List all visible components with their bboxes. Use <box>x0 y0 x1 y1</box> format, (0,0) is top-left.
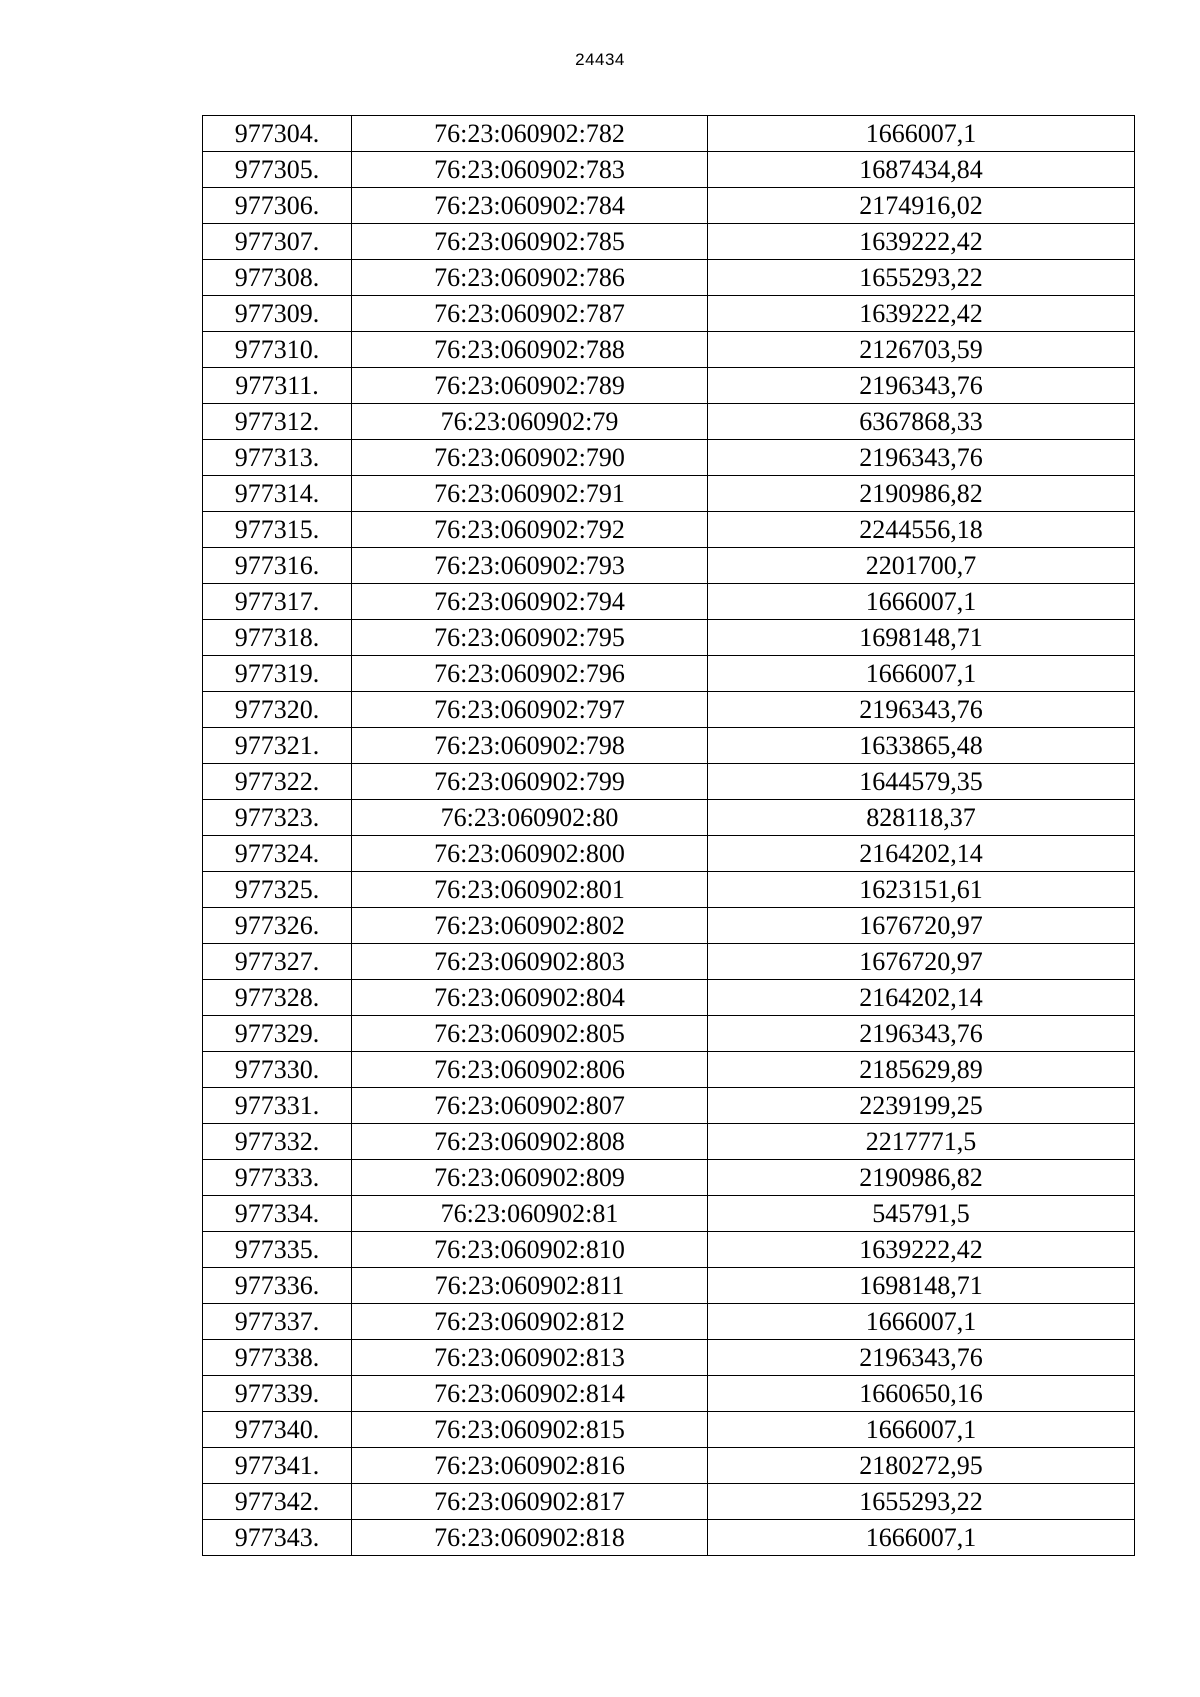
cadastral-value-table <box>202 115 1135 1556</box>
table-row <box>203 1448 1135 1484</box>
table-row <box>203 728 1135 764</box>
cadastral-value-cell: 828118,37 <box>708 800 1135 836</box>
table-row <box>203 1016 1135 1052</box>
row-number-cell: 977329. <box>203 1016 352 1052</box>
row-number-cell: 977314. <box>203 476 352 512</box>
cadastral-number-cell: 76:23:060902:798 <box>352 728 708 764</box>
cadastral-value-cell: 2196343,76 <box>708 440 1135 476</box>
row-number-cell: 977315. <box>203 512 352 548</box>
cadastral-number-cell: 76:23:060902:810 <box>352 1232 708 1268</box>
cadastral-value-cell: 2217771,5 <box>708 1124 1135 1160</box>
cadastral-value-cell: 1639222,42 <box>708 224 1135 260</box>
cadastral-number-cell: 76:23:060902:789 <box>352 368 708 404</box>
table-row <box>203 1484 1135 1520</box>
cadastral-number-cell: 76:23:060902:801 <box>352 872 708 908</box>
table-row <box>203 1304 1135 1340</box>
cadastral-number-cell: 76:23:060902:81 <box>352 1196 708 1232</box>
table-row <box>203 440 1135 476</box>
row-number-cell: 977340. <box>203 1412 352 1448</box>
cadastral-value-cell: 1660650,16 <box>708 1376 1135 1412</box>
cadastral-number-cell: 76:23:060902:818 <box>352 1520 708 1556</box>
cadastral-number-cell: 76:23:060902:814 <box>352 1376 708 1412</box>
row-number-cell: 977338. <box>203 1340 352 1376</box>
table-row <box>203 656 1135 692</box>
table-row <box>203 980 1135 1016</box>
row-number-cell: 977305. <box>203 152 352 188</box>
row-number-cell: 977331. <box>203 1088 352 1124</box>
row-number-cell: 977336. <box>203 1268 352 1304</box>
cadastral-value-cell: 2196343,76 <box>708 692 1135 728</box>
row-number-cell: 977313. <box>203 440 352 476</box>
cadastral-number-cell: 76:23:060902:795 <box>352 620 708 656</box>
table-row <box>203 1520 1135 1556</box>
table-row <box>203 1412 1135 1448</box>
cadastral-value-cell: 1666007,1 <box>708 1304 1135 1340</box>
row-number-cell: 977334. <box>203 1196 352 1232</box>
row-number-cell: 977310. <box>203 332 352 368</box>
row-number-cell: 977328. <box>203 980 352 1016</box>
row-number-cell: 977308. <box>203 260 352 296</box>
table-row <box>203 800 1135 836</box>
table-row <box>203 908 1135 944</box>
row-number-cell: 977307. <box>203 224 352 260</box>
cadastral-value-cell: 6367868,33 <box>708 404 1135 440</box>
cadastral-value-cell: 1698148,71 <box>708 620 1135 656</box>
row-number-cell: 977325. <box>203 872 352 908</box>
cadastral-number-cell: 76:23:060902:799 <box>352 764 708 800</box>
row-number-cell: 977323. <box>203 800 352 836</box>
cadastral-value-cell: 2164202,14 <box>708 980 1135 1016</box>
table-row <box>203 944 1135 980</box>
cadastral-value-cell: 1666007,1 <box>708 1412 1135 1448</box>
cadastral-value-cell: 2126703,59 <box>708 332 1135 368</box>
table-row <box>203 872 1135 908</box>
row-number-cell: 977304. <box>203 116 352 152</box>
cadastral-number-cell: 76:23:060902:792 <box>352 512 708 548</box>
cadastral-number-cell: 76:23:060902:806 <box>352 1052 708 1088</box>
table-row <box>203 1232 1135 1268</box>
row-number-cell: 977341. <box>203 1448 352 1484</box>
cadastral-value-cell: 1666007,1 <box>708 656 1135 692</box>
cadastral-number-cell: 76:23:060902:790 <box>352 440 708 476</box>
cadastral-number-cell: 76:23:060902:793 <box>352 548 708 584</box>
cadastral-number-cell: 76:23:060902:785 <box>352 224 708 260</box>
cadastral-value-cell: 1687434,84 <box>708 152 1135 188</box>
table-row <box>203 764 1135 800</box>
table-row <box>203 1340 1135 1376</box>
row-number-cell: 977322. <box>203 764 352 800</box>
cadastral-value-cell: 2201700,7 <box>708 548 1135 584</box>
page-number: 24434 <box>575 50 625 69</box>
table-row <box>203 224 1135 260</box>
cadastral-number-cell: 76:23:060902:812 <box>352 1304 708 1340</box>
cadastral-value-cell: 1644579,35 <box>708 764 1135 800</box>
table-row <box>203 296 1135 332</box>
cadastral-number-cell: 76:23:060902:784 <box>352 188 708 224</box>
cadastral-number-cell: 76:23:060902:802 <box>352 908 708 944</box>
cadastral-number-cell: 76:23:060902:813 <box>352 1340 708 1376</box>
cadastral-number-cell: 76:23:060902:816 <box>352 1448 708 1484</box>
cadastral-value-cell: 2196343,76 <box>708 368 1135 404</box>
cadastral-value-cell: 1655293,22 <box>708 1484 1135 1520</box>
row-number-cell: 977342. <box>203 1484 352 1520</box>
row-number-cell: 977316. <box>203 548 352 584</box>
row-number-cell: 977332. <box>203 1124 352 1160</box>
cadastral-value-cell: 2185629,89 <box>708 1052 1135 1088</box>
cadastral-value-cell: 2244556,18 <box>708 512 1135 548</box>
cadastral-value-cell: 2190986,82 <box>708 476 1135 512</box>
cadastral-value-cell: 2190986,82 <box>708 1160 1135 1196</box>
cadastral-value-cell: 2164202,14 <box>708 836 1135 872</box>
cadastral-value-cell: 2180272,95 <box>708 1448 1135 1484</box>
table-row <box>203 476 1135 512</box>
row-number-cell: 977318. <box>203 620 352 656</box>
cadastral-number-cell: 76:23:060902:815 <box>352 1412 708 1448</box>
table-row <box>203 692 1135 728</box>
cadastral-number-cell: 76:23:060902:817 <box>352 1484 708 1520</box>
cadastral-value-cell: 1666007,1 <box>708 1520 1135 1556</box>
cadastral-number-cell: 76:23:060902:787 <box>352 296 708 332</box>
cadastral-value-cell: 1676720,97 <box>708 944 1135 980</box>
table-row <box>203 620 1135 656</box>
cadastral-number-cell: 76:23:060902:794 <box>352 584 708 620</box>
cadastral-value-cell: 1655293,22 <box>708 260 1135 296</box>
cadastral-number-cell: 76:23:060902:80 <box>352 800 708 836</box>
cadastral-number-cell: 76:23:060902:809 <box>352 1160 708 1196</box>
cadastral-value-cell: 1639222,42 <box>708 296 1135 332</box>
cadastral-number-cell: 76:23:060902:803 <box>352 944 708 980</box>
row-number-cell: 977312. <box>203 404 352 440</box>
table-row <box>203 836 1135 872</box>
row-number-cell: 977330. <box>203 1052 352 1088</box>
row-number-cell: 977324. <box>203 836 352 872</box>
row-number-cell: 977306. <box>203 188 352 224</box>
table-row <box>203 368 1135 404</box>
table-row <box>203 1268 1135 1304</box>
row-number-cell: 977333. <box>203 1160 352 1196</box>
cadastral-number-cell: 76:23:060902:807 <box>352 1088 708 1124</box>
row-number-cell: 977343. <box>203 1520 352 1556</box>
cadastral-number-cell: 76:23:060902:811 <box>352 1268 708 1304</box>
cadastral-number-cell: 76:23:060902:791 <box>352 476 708 512</box>
cadastral-value-cell: 2239199,25 <box>708 1088 1135 1124</box>
cadastral-number-cell: 76:23:060902:79 <box>352 404 708 440</box>
row-number-cell: 977339. <box>203 1376 352 1412</box>
row-number-cell: 977309. <box>203 296 352 332</box>
cadastral-number-cell: 76:23:060902:804 <box>352 980 708 1016</box>
cadastral-value-cell: 545791,5 <box>708 1196 1135 1232</box>
table-row <box>203 116 1135 152</box>
table-row <box>203 152 1135 188</box>
cadastral-value-cell: 1633865,48 <box>708 728 1135 764</box>
cadastral-number-cell: 76:23:060902:800 <box>352 836 708 872</box>
row-number-cell: 977335. <box>203 1232 352 1268</box>
row-number-cell: 977319. <box>203 656 352 692</box>
table-row <box>203 584 1135 620</box>
cadastral-number-cell: 76:23:060902:805 <box>352 1016 708 1052</box>
row-number-cell: 977321. <box>203 728 352 764</box>
table-row <box>203 404 1135 440</box>
cadastral-value-cell: 1698148,71 <box>708 1268 1135 1304</box>
cadastral-number-cell: 76:23:060902:788 <box>352 332 708 368</box>
table-row <box>203 188 1135 224</box>
cadastral-number-cell: 76:23:060902:796 <box>352 656 708 692</box>
table-row <box>203 260 1135 296</box>
cadastral-number-cell: 76:23:060902:782 <box>352 116 708 152</box>
cadastral-number-cell: 76:23:060902:808 <box>352 1124 708 1160</box>
cadastral-value-cell: 2174916,02 <box>708 188 1135 224</box>
row-number-cell: 977317. <box>203 584 352 620</box>
cadastral-value-cell: 2196343,76 <box>708 1340 1135 1376</box>
table-row <box>203 1196 1135 1232</box>
cadastral-number-cell: 76:23:060902:783 <box>352 152 708 188</box>
cadastral-value-cell: 1666007,1 <box>708 116 1135 152</box>
cadastral-value-cell: 1666007,1 <box>708 584 1135 620</box>
row-number-cell: 977311. <box>203 368 352 404</box>
table-row <box>203 548 1135 584</box>
cadastral-value-cell: 1639222,42 <box>708 1232 1135 1268</box>
table-row <box>203 1160 1135 1196</box>
table-row <box>203 512 1135 548</box>
table-row <box>203 332 1135 368</box>
table-body <box>203 116 1135 1556</box>
cadastral-value-cell: 1676720,97 <box>708 908 1135 944</box>
cadastral-number-cell: 76:23:060902:797 <box>352 692 708 728</box>
cadastral-value-cell: 1623151,61 <box>708 872 1135 908</box>
table-row <box>203 1088 1135 1124</box>
row-number-cell: 977337. <box>203 1304 352 1340</box>
row-number-cell: 977320. <box>203 692 352 728</box>
cadastral-value-cell: 2196343,76 <box>708 1016 1135 1052</box>
table-row <box>203 1376 1135 1412</box>
row-number-cell: 977326. <box>203 908 352 944</box>
table-row <box>203 1052 1135 1088</box>
table-row <box>203 1124 1135 1160</box>
row-number-cell: 977327. <box>203 944 352 980</box>
cadastral-number-cell: 76:23:060902:786 <box>352 260 708 296</box>
